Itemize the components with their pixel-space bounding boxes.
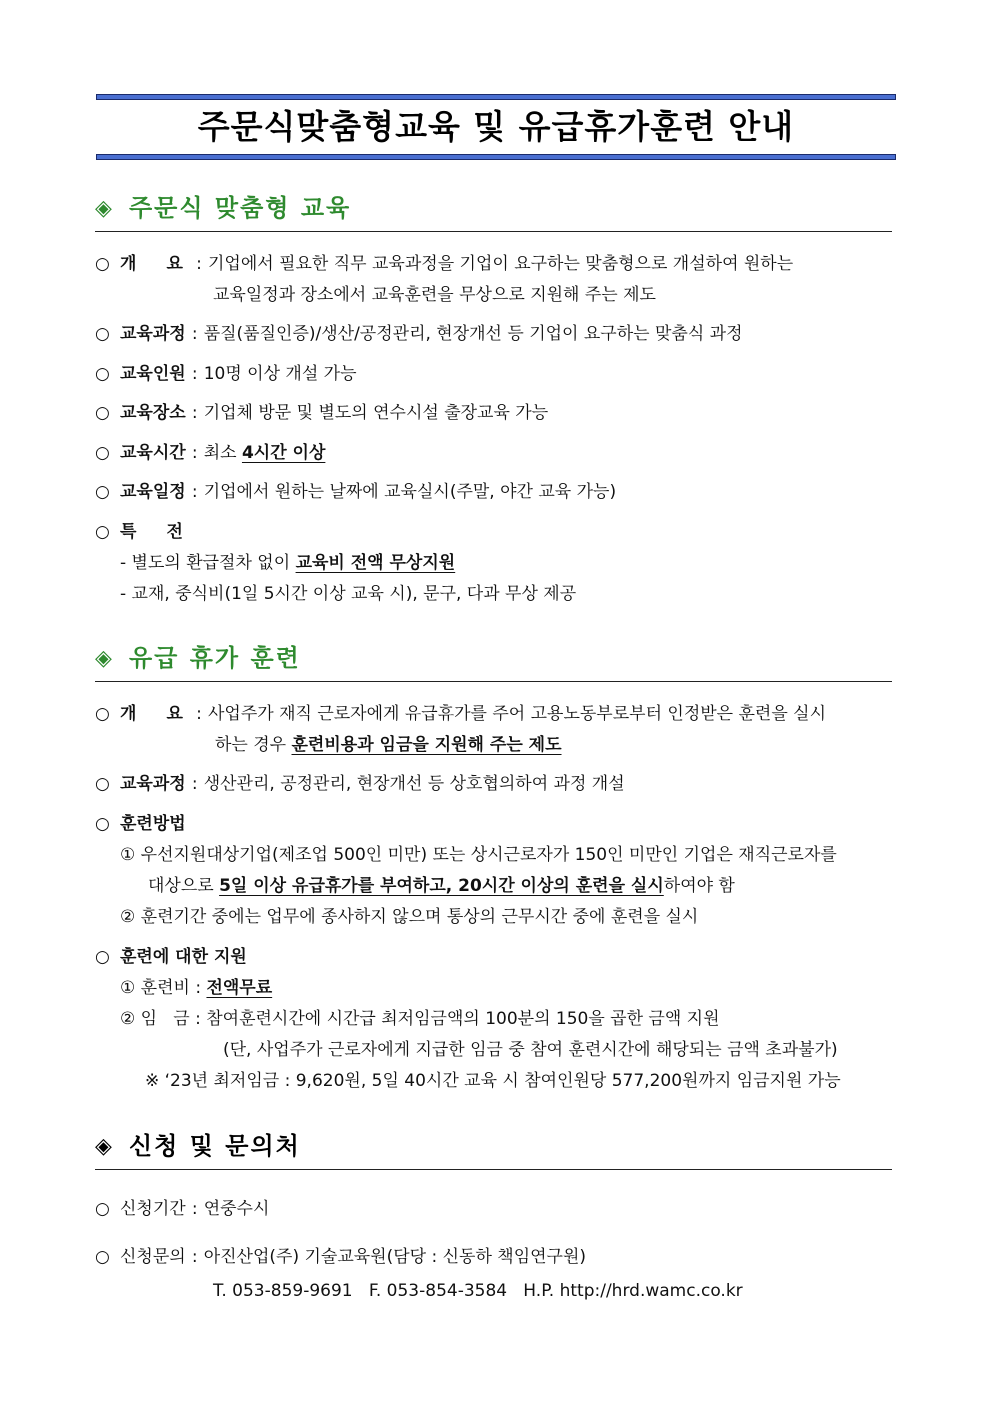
- s2-overview: ○ 개 요 : 사업주가 재직 근로자에게 유급휴가를 주어 고용노동부로부터 인정받은 훈련을 실시: [95, 704, 826, 724]
- circle-bullet-icon: ○: [95, 814, 110, 834]
- s1-overview: ○ 개 요 : 기업에서 필요한 직무 교육과정을 기업이 요구하는 맞춤형으로 개설하여 원하는: [95, 254, 794, 274]
- section-title: 유급 휴가 훈련: [129, 644, 301, 672]
- section-heading-custom-training: [95, 192, 892, 232]
- s2-support-1: ① 훈련비 : 전액무료: [120, 978, 273, 998]
- s3-period: ○ 신청기간 : 연중수시: [95, 1199, 270, 1219]
- title-box: [96, 94, 896, 160]
- s2-support-2-line2: (단, 사업주가 근로자에게 지급한 임금 중 참여 훈련시간에 해당되는 금액 초과불가): [223, 1040, 838, 1060]
- diamond-icon: ◈: [95, 1134, 112, 1159]
- circle-bullet-icon: ○: [95, 947, 110, 967]
- circle-bullet-icon: ○: [95, 403, 110, 423]
- s1-feature-2: - 교재, 중식비(1일 5시간 이상 교육 시), 문구, 다과 무상 제공: [120, 584, 577, 604]
- s2-method-1-line2: 대상으로 5일 이상 유급휴가를 부여하고, 20시간 이상의 훈련을 실시하여야 함: [148, 876, 735, 896]
- s2-method: ○ 훈련방법: [95, 814, 186, 834]
- s2-support-2: ② 임 금 : 참여훈련시간에 시간급 최저임금액의 100분의 150을 곱한 금액 지원: [120, 1009, 720, 1029]
- s1-people: ○ 교육인원 : 10명 이상 개설 가능: [95, 364, 357, 384]
- s2-overview-line2: 하는 경우 훈련비용과 임금을 지원해 주는 제도: [215, 735, 562, 755]
- s1-feature: [95, 520, 190, 544]
- section-heading-paid-leave-training: [95, 642, 892, 682]
- title-top-bar: [96, 94, 896, 100]
- s1-feature-1: - 별도의 환급절차 없이 교육비 전액 무상지원: [120, 553, 456, 573]
- diamond-icon: ◈: [95, 196, 112, 221]
- circle-bullet-icon: ○: [95, 443, 110, 463]
- overview-label: 개 요: [120, 254, 183, 274]
- circle-bullet-icon: ○: [95, 1199, 110, 1219]
- circle-bullet-icon: ○: [95, 1247, 110, 1267]
- s1-schedule: ○ 교육일정 : 기업에서 원하는 날짜에 교육실시(주말, 야간 교육 가능): [95, 482, 617, 502]
- section-title: 주문식 맞춤형 교육: [129, 194, 352, 222]
- s1-time: ○ 교육시간 : 최소 4시간 이상: [95, 443, 326, 463]
- title-bottom-bar: [96, 154, 896, 160]
- circle-bullet-icon: ○: [95, 364, 110, 384]
- overview-label: 개 요: [120, 704, 183, 724]
- s2-support: ○ 훈련에 대한 지원: [95, 947, 247, 967]
- s2-note: ※ ‘23년 최저임금 : 9,620원, 5일 40시간 교육 시 참여인원당 577,200원까지 임금지원 가능: [145, 1071, 841, 1091]
- feature-label: 특 전: [120, 522, 183, 542]
- s1-place: ○ 교육장소 : 기업체 방문 및 별도의 연수시설 출장교육 가능: [95, 403, 549, 423]
- circle-bullet-icon: ○: [95, 324, 110, 344]
- s1-course: ○ 교육과정 : 품질(품질인증)/생산/공정관리, 현장개선 등 기업이 요구하는 맞춤식 과정: [95, 324, 743, 344]
- circle-bullet-icon: ○: [95, 482, 110, 502]
- s2-course: ○ 교육과정 : 생산관리, 공정관리, 현장개선 등 상호협의하여 과정 개설: [95, 774, 625, 794]
- s3-contact-line2: T. 053-859-9691 F. 053-854-3584 H.P. http://hrd.wamc.co.kr: [213, 1281, 743, 1301]
- circle-bullet-icon: ○: [95, 254, 110, 274]
- s2-method-2: ② 훈련기간 중에는 업무에 종사하지 않으며 통상의 근무시간 중에 훈련을 실시: [120, 907, 699, 927]
- s1-overview-line2: 교육일정과 장소에서 교육훈련을 무상으로 지원해 주는 제도: [213, 285, 656, 305]
- s3-contact: ○ 신청문의 : 아진산업(주) 기술교육원(담당 : 신동하 책임연구원): [95, 1247, 587, 1267]
- section-title: 신청 및 문의처: [129, 1132, 301, 1160]
- circle-bullet-icon: ○: [95, 704, 110, 724]
- circle-bullet-icon: ○: [95, 774, 110, 794]
- diamond-icon: ◈: [95, 646, 112, 671]
- page-title: 주문식맞춤형교육 및 유급휴가훈련 안내: [197, 107, 795, 146]
- section-heading-application: [95, 1130, 892, 1170]
- s2-method-1: ① 우선지원대상기업(제조업 500인 미만) 또는 상시근로자가 150인 미만인 기업은 재직근로자를: [120, 845, 837, 865]
- circle-bullet-icon: ○: [95, 522, 110, 542]
